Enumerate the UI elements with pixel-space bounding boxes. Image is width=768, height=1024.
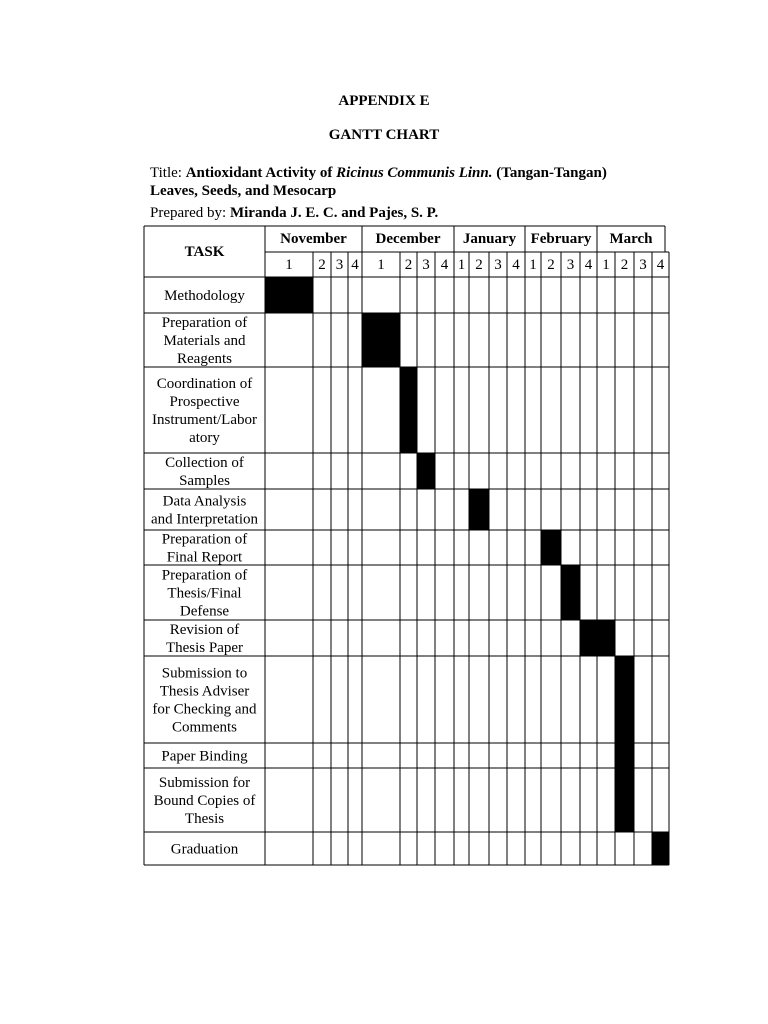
gantt-bar — [400, 367, 417, 453]
week-label: 3 — [335, 257, 344, 273]
gantt-bar — [597, 620, 615, 656]
task-header: TASK — [184, 244, 225, 260]
task-label: Defense — [179, 603, 230, 620]
gantt-chart-heading: GANTT CHART — [328, 127, 440, 143]
week-label: 4 — [584, 257, 593, 273]
gantt-bar — [417, 453, 435, 489]
appendix-heading: APPENDIX E — [338, 93, 430, 109]
month-label: December — [375, 231, 441, 247]
title-label: Title: — [150, 165, 186, 181]
title-text-part3: Leaves, Seeds, and Mesocarp — [150, 183, 337, 199]
task-label: Preparation of — [161, 531, 248, 548]
task-label: Materials and — [163, 333, 246, 349]
week-label: 3 — [639, 257, 647, 273]
week-label: 1 — [529, 257, 537, 273]
month-label: March — [609, 231, 653, 247]
prepared-label: Prepared by: — [150, 205, 230, 221]
title-text-part2: (Tangan-Tangan) — [492, 165, 607, 181]
week-label: 2 — [404, 257, 413, 273]
month-label: January — [462, 231, 517, 247]
task-label: Thesis Paper — [165, 640, 244, 656]
week-label: 1 — [457, 257, 466, 273]
task-label: Thesis Adviser — [159, 683, 250, 700]
task-label: atory — [189, 430, 220, 446]
gantt-bar — [652, 832, 669, 865]
task-label: Graduation — [170, 841, 239, 858]
task-label: for Checking and — [152, 701, 257, 718]
gantt-bar — [615, 768, 634, 832]
month-label: February — [530, 231, 592, 247]
week-label: 4 — [440, 257, 449, 273]
task-label: Preparation of — [161, 315, 248, 331]
task-label: Samples — [179, 473, 230, 489]
gantt-bar — [362, 313, 400, 367]
task-label: Preparation of — [161, 567, 248, 584]
prepared-names: Miranda J. E. C. and Pajes, S. P. — [229, 205, 439, 221]
task-label: Prospective — [169, 394, 240, 410]
week-label: 2 — [318, 257, 326, 273]
task-label: Thesis — [184, 811, 225, 827]
week-label: 3 — [494, 257, 502, 273]
gantt-bar — [615, 743, 634, 768]
task-label: and Interpretation — [150, 511, 259, 528]
task-label: Coordination of — [156, 376, 253, 392]
gantt-bar — [615, 656, 634, 743]
week-label: 2 — [475, 257, 483, 273]
gantt-bar — [580, 620, 597, 656]
task-label: Submission to — [161, 665, 248, 682]
species-name: Ricinus Communis Linn. — [336, 165, 493, 181]
task-label: Bound Copies of — [153, 793, 256, 809]
task-label: Submission for — [158, 775, 251, 791]
task-label: Data Analysis — [162, 493, 247, 510]
task-label: Thesis/Final — [167, 585, 242, 602]
task-label: Paper Binding — [161, 748, 248, 765]
title-text-part1: Antioxidant Activity of — [185, 165, 337, 181]
task-label: Revision of — [169, 622, 240, 638]
gantt-bar — [265, 277, 313, 313]
task-label: Comments — [171, 719, 238, 736]
gantt-bar — [469, 489, 489, 530]
week-label: 4 — [351, 257, 359, 273]
week-label: 4 — [656, 257, 665, 273]
week-label: 2 — [620, 257, 629, 273]
week-label: 1 — [377, 257, 385, 273]
task-label: Instrument/Labor — [152, 412, 257, 428]
week-label: 4 — [512, 257, 520, 273]
task-label: Final Report — [166, 549, 243, 566]
gantt-bar — [561, 565, 580, 620]
task-label: Collection of — [165, 455, 244, 471]
task-label: Reagents — [177, 351, 232, 367]
week-label: 3 — [422, 257, 430, 273]
week-label: 3 — [566, 257, 575, 273]
week-label: 2 — [547, 257, 555, 273]
week-label: 1 — [285, 257, 293, 273]
task-label: Methodology — [164, 288, 245, 304]
week-label: 1 — [602, 257, 610, 273]
month-label: November — [280, 231, 347, 247]
gantt-bar — [541, 530, 561, 565]
